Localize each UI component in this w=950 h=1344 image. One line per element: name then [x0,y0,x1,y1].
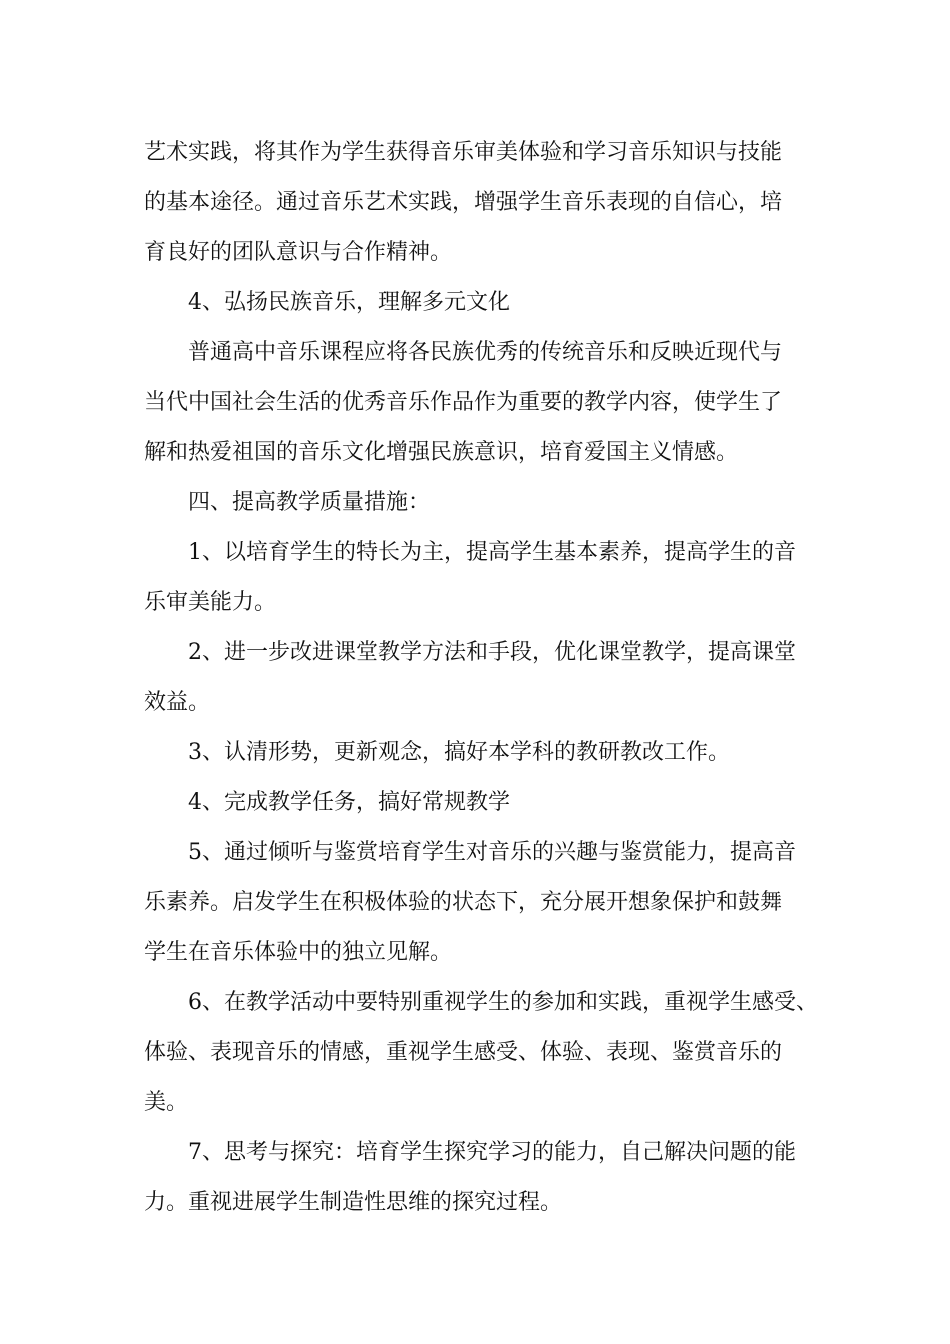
text-line: 力。重视进展学生制造性思维的探究过程。 [144,1190,563,1215]
text-line: 艺术实践，将其作为学生获得音乐审美体验和学习音乐知识与技能 [144,140,783,165]
list-item: 4、完成教学任务，搞好常规教学 [188,790,510,815]
text-line: 的基本途径。通过音乐艺术实践，增强学生音乐表现的自信心，培 [144,190,783,215]
text-line: 乐审美能力。 [144,590,277,615]
text-line: 体验、表现音乐的情感，重视学生感受、体验、表现、鉴赏音乐的 [144,1040,783,1065]
list-item: 1、以培育学生的特长为主，提高学生基本素养，提高学生的音 [188,540,796,565]
text-line: 解和热爱祖国的音乐文化增强民族意识，培育爱国主义情感。 [144,440,739,465]
list-item: 5、通过倾听与鉴赏培育学生对音乐的兴趣与鉴赏能力，提高音 [188,840,796,865]
section-heading: 4、弘扬民族音乐，理解多元文化 [188,290,510,315]
text-line: 美。 [144,1090,189,1115]
text-line: 当代中国社会生活的优秀音乐作品作为重要的教学内容，使学生了 [144,390,783,415]
document-body [144,128,818,1228]
list-item: 3、认清形势，更新观念，搞好本学科的教研教改工作。 [188,740,730,765]
text-line: 效益。 [144,690,211,715]
list-item: 7、思考与探究：培育学生探究学习的能力，自己解决问题的能 [188,1140,796,1165]
section-heading: 四、提高教学质量措施： [188,490,431,515]
text-line: 学生在音乐体验中的独立见解。 [144,940,453,965]
text-line: 育良好的团队意识与合作精神。 [144,240,453,265]
list-item: 6、在教学活动中要特别重视学生的参加和实践，重视学生感受、 [188,990,818,1015]
text-line: 普通高中音乐课程应将各民族优秀的传统音乐和反映近现代与 [188,340,783,365]
list-item: 2、进一步改进课堂教学方法和手段，优化课堂教学，提高课堂 [188,640,796,665]
text-line: 乐素养。启发学生在积极体验的状态下，充分展开想象保护和鼓舞 [144,890,783,915]
